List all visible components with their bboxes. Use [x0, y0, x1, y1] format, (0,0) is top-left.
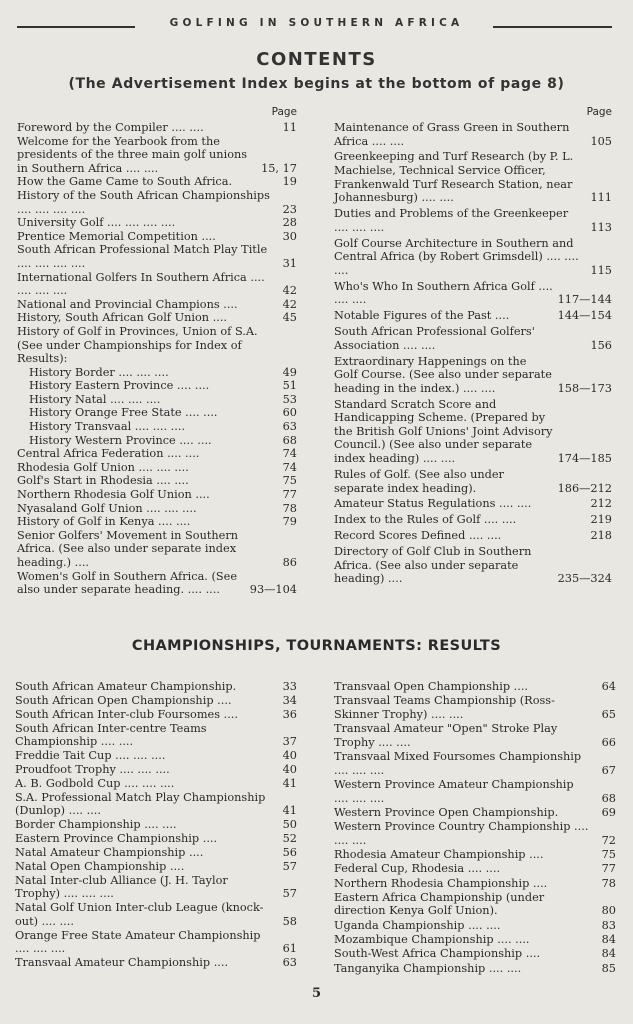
- contents-entry: [17, 447, 297, 461]
- contents-entry: [17, 474, 297, 488]
- entry-page: 30: [282, 229, 297, 243]
- entry-page: 15, 17: [261, 161, 297, 175]
- entry-page: 40: [282, 763, 297, 777]
- contents-entry: [17, 175, 297, 189]
- entry-title: South African Amateur Championship.: [15, 680, 237, 693]
- contents-entry: [334, 121, 612, 148]
- entry-title: Greenkeeping and Turf Research (by P. L. Machielse, Technical Service Officer, Frankenwald Turf Research Station, near Johannesburg) .... ....: [334, 150, 574, 205]
- entry-page: 111: [590, 191, 612, 205]
- contents-entry: [334, 207, 612, 234]
- entry-title: Rhodesia Amateur Championship ....: [334, 847, 544, 861]
- entry-page: 19: [282, 175, 297, 189]
- entry-title: Uganda Championship .... ....: [334, 918, 501, 932]
- contents-entry: [334, 150, 612, 204]
- entry-page: 49: [282, 365, 297, 379]
- contents-entry: [17, 366, 297, 380]
- contents-entry: [17, 502, 297, 516]
- contents-right-list: [334, 121, 612, 586]
- entry-page: 60: [282, 406, 297, 420]
- entry-title: South African Inter-centre Teams Championship .... ....: [15, 721, 207, 749]
- contents-entry: [17, 515, 297, 529]
- contents-entry: [15, 708, 297, 722]
- contents-entry: [15, 832, 297, 846]
- contents-entry: [334, 280, 612, 307]
- entry-page: 212: [590, 497, 612, 511]
- entry-page: 34: [282, 693, 297, 707]
- contents-entry: [17, 570, 297, 597]
- entry-page: 53: [282, 392, 297, 406]
- contents-entry: [17, 379, 297, 393]
- contents-entry: [334, 694, 616, 721]
- entry-page: 85: [601, 961, 616, 975]
- entry-page: 42: [282, 297, 297, 311]
- entry-title: South African Professional Match Play Title .... .... .... ....: [17, 243, 268, 270]
- entry-page: 37: [282, 735, 297, 749]
- contents-entry: [334, 806, 616, 820]
- entry-page: 80: [601, 904, 616, 918]
- entry-title: History Orange Free State .... ....: [29, 406, 218, 420]
- contents-entry: [15, 777, 297, 791]
- entry-page: 61: [282, 942, 297, 956]
- entry-title: Transvaal Mixed Foursomes Championship .... .... ....: [334, 750, 582, 777]
- entry-page: 156: [590, 338, 612, 352]
- entry-title: History Western Province .... ....: [29, 433, 212, 447]
- contents-entry: [17, 271, 297, 298]
- entry-page: 75: [282, 474, 297, 488]
- entry-page: 219: [590, 513, 612, 527]
- contents-entry: [334, 309, 612, 323]
- contents-entry: [334, 529, 612, 543]
- entry-title: Western Province Amateur Championship .... .... ....: [334, 777, 574, 805]
- contents-left-list: [17, 121, 297, 597]
- entry-title: Senior Golfers' Movement in Southern Africa. (See also under separate index heading.) ....: [17, 528, 239, 569]
- entry-title: Central Africa Federation .... ....: [17, 447, 200, 461]
- entry-title: Mozambique Championship .... ....: [334, 932, 530, 946]
- entry-page: 115: [590, 263, 612, 277]
- entry-page: 74: [282, 460, 297, 474]
- entry-title: Extraordinary Happenings on the Golf Course. (See also under separate heading in the index.) .... ....: [334, 354, 552, 395]
- entry-page: 105: [590, 134, 612, 148]
- entry-page: 67: [601, 763, 616, 777]
- entry-page: 113: [590, 220, 612, 234]
- entry-title: Rules of Golf. (See also under separate index heading).: [334, 467, 504, 495]
- page-column-label: Page: [271, 106, 297, 118]
- contents-left-column: [17, 106, 297, 597]
- entry-title: History Transvaal .... .... ....: [29, 420, 186, 434]
- entry-title: South African Inter-club Foursomes ....: [15, 707, 238, 721]
- entry-page: 50: [282, 818, 297, 832]
- entry-page: 79: [282, 515, 297, 529]
- entry-page: 158—173: [557, 381, 612, 395]
- entry-title: Transvaal Amateur Championship ....: [15, 956, 229, 970]
- entry-title: History of Golf in Kenya .... ....: [17, 515, 191, 529]
- entry-title: S.A. Professional Match Play Championship (Dunlop) .... ....: [15, 790, 266, 818]
- contents-entry: [17, 420, 297, 434]
- entry-title: Amateur Status Regulations .... ....: [334, 497, 532, 511]
- contents-entry: [15, 791, 297, 818]
- entry-page: 31: [282, 256, 297, 270]
- contents-entry: [334, 778, 616, 805]
- entry-page: 23: [282, 202, 297, 216]
- entry-page: 42: [282, 284, 297, 298]
- entry-title: Rhodesia Golf Union .... .... ....: [17, 460, 189, 474]
- entry-page: 72: [601, 833, 616, 847]
- page-title: CONTENTS: [256, 49, 377, 70]
- entry-title: Foreword by the Compiler .... ....: [17, 121, 204, 134]
- entry-page: 218: [590, 529, 612, 543]
- entry-title: History Eastern Province .... ....: [29, 379, 210, 393]
- entry-title: Transvaal Teams Championship (Ross-Skinner Trophy) .... ....: [334, 694, 555, 721]
- contents-entry: [334, 919, 616, 933]
- entry-page: 83: [601, 918, 616, 932]
- entry-page: 68: [282, 433, 297, 447]
- contents-entry: [15, 722, 297, 749]
- entry-title: Natal Golf Union Inter-club League (knock-out) .... ....: [15, 901, 264, 928]
- entry-page: 51: [282, 379, 297, 393]
- contents-entry: [17, 243, 297, 270]
- entry-title: University Golf .... .... .... ....: [17, 216, 176, 230]
- contents-entry: [15, 694, 297, 708]
- page-subtitle: (The Advertisement Index begins at the bottom of page 8): [68, 76, 565, 92]
- contents-entry: [334, 468, 612, 495]
- contents-entry: [15, 860, 297, 874]
- entry-title: History Natal .... .... ....: [29, 392, 161, 406]
- contents-entry: [334, 962, 616, 976]
- contents-entry: [334, 398, 612, 466]
- entry-title: Border Championship .... ....: [15, 818, 177, 832]
- contents-entry: [334, 497, 612, 511]
- contents-entry: [334, 680, 616, 694]
- entry-page: 11: [282, 121, 297, 134]
- entry-title: Women's Golf in Southern Africa. (See also under separate heading. .... ....: [17, 569, 238, 597]
- entry-title: Eastern Africa Championship (under direction Kenya Golf Union).: [334, 890, 545, 918]
- contents-entry: [17, 121, 297, 135]
- results-right-column: [334, 680, 616, 976]
- entry-title: Western Province Country Championship .... .... ....: [334, 820, 589, 847]
- contents-entry: [334, 933, 616, 947]
- entry-title: International Golfers In Southern Africa .... .... .... ....: [17, 270, 265, 298]
- contents-entry: [15, 846, 297, 860]
- contents-entry: [17, 216, 297, 230]
- contents-entry: [15, 763, 297, 777]
- contents-entry: [334, 325, 612, 352]
- entry-title: Orange Free State Amateur Championship .... .... ....: [15, 928, 261, 956]
- contents-entry: [15, 929, 297, 956]
- contents-entry: [15, 901, 297, 928]
- entry-page: 77: [282, 488, 297, 502]
- entry-page: 78: [282, 501, 297, 515]
- entry-title: Nyasaland Golf Union .... .... ....: [17, 501, 197, 515]
- entry-page: 69: [601, 805, 616, 819]
- contents-entry: [334, 722, 616, 749]
- contents-entry: [15, 680, 297, 694]
- entry-page: 117—144: [557, 293, 612, 307]
- entry-page: 40: [282, 749, 297, 763]
- entry-page: 28: [282, 216, 297, 230]
- entry-page: 235—324: [557, 572, 612, 586]
- entry-title: South-West Africa Championship ....: [334, 947, 541, 961]
- entry-page: 63: [282, 956, 297, 970]
- contents-entry: [17, 488, 297, 502]
- entry-page: 65: [601, 707, 616, 721]
- results-left-column: [15, 680, 297, 970]
- page-column-label: Page: [586, 106, 612, 118]
- entry-page: 41: [282, 776, 297, 790]
- entry-page: 63: [282, 420, 297, 434]
- entry-page: 56: [282, 846, 297, 860]
- entry-title: Duties and Problems of the Greenkeeper .... .... ....: [334, 207, 569, 234]
- contents-entry: [17, 230, 297, 244]
- entry-title: Standard Scratch Score and Handicapping Scheme. (Prepared by the British Golf Unions' Joint Advisory Council.) (See also under separate index heading) .... ....: [334, 397, 553, 466]
- contents-entry: [334, 947, 616, 961]
- entry-title: History, South African Golf Union ....: [17, 311, 228, 325]
- contents-entry: [17, 393, 297, 407]
- entry-title: South African Professional Golfers' Association .... ....: [334, 325, 535, 352]
- entry-title: Natal Inter-club Alliance (J. H. Taylor Trophy) .... .... ....: [15, 873, 228, 901]
- entry-title: Federal Cup, Rhodesia .... ....: [334, 862, 501, 876]
- contents-entry: [334, 513, 612, 527]
- entry-page: 74: [282, 447, 297, 461]
- entry-title: Transvaal Open Championship ....: [334, 680, 529, 693]
- entry-title: A. B. Godbold Cup .... .... ....: [15, 776, 175, 790]
- entry-page: 174—185: [557, 452, 612, 466]
- contents-entry: [17, 311, 297, 325]
- contents-entry: [15, 818, 297, 832]
- contents-entry: [334, 355, 612, 396]
- entry-title: South African Open Championship ....: [15, 693, 232, 707]
- entry-title: Golf Course Architecture in Southern and Central Africa (by Robert Grimsdell) .... .... ....: [334, 236, 579, 277]
- results-left-list: [15, 680, 297, 970]
- contents-entry: [17, 325, 297, 366]
- entry-title: Transvaal Amateur "Open" Stroke Play Trophy .... ....: [334, 722, 558, 749]
- contents-entry: [334, 891, 616, 918]
- contents-entry: [17, 529, 297, 570]
- entry-page: 144—154: [557, 309, 612, 323]
- header-rule-right: [493, 26, 612, 28]
- entry-title: Northern Rhodesia Championship ....: [334, 876, 548, 890]
- contents-entry: [334, 862, 616, 876]
- contents-entry: [334, 237, 612, 278]
- contents-entry: [17, 135, 297, 176]
- entry-page: 75: [601, 847, 616, 861]
- contents-entry: [17, 189, 297, 216]
- contents-entry: [334, 848, 616, 862]
- entry-page: 186—212: [557, 481, 612, 495]
- entry-page: 41: [282, 804, 297, 818]
- page-number: 5: [311, 986, 322, 1001]
- entry-page: 93—104: [249, 583, 297, 597]
- contents-entry: [15, 874, 297, 901]
- entry-page: 66: [601, 735, 616, 749]
- contents-right-column: [334, 106, 612, 588]
- entry-page: 68: [601, 791, 616, 805]
- contents-entry: [17, 434, 297, 448]
- entry-title: Prentice Memorial Competition ....: [17, 229, 216, 243]
- entry-title: Natal Amateur Championship ....: [15, 846, 204, 860]
- section-heading: CHAMPIONSHIPS, TOURNAMENTS: RESULTS: [131, 638, 502, 654]
- entry-page: 33: [282, 680, 297, 693]
- entry-title: Record Scores Defined .... ....: [334, 529, 502, 543]
- entry-title: How the Game Came to South Africa.: [17, 175, 233, 189]
- entry-title: Proudfoot Trophy .... .... ....: [15, 763, 170, 777]
- entry-page: 77: [601, 862, 616, 876]
- entry-title: Directory of Golf Club in Southern Africa. (See also under separate heading) ....: [334, 545, 532, 586]
- entry-title: Western Province Open Championship.: [334, 805, 559, 819]
- entry-title: Golf's Start in Rhodesia .... ....: [17, 474, 189, 488]
- contents-entry: [17, 298, 297, 312]
- contents-entry: [334, 877, 616, 891]
- entry-title: National and Provincial Champions ....: [17, 297, 238, 311]
- contents-entry: [334, 820, 616, 847]
- entry-page: 45: [282, 311, 297, 325]
- entry-page: 84: [601, 932, 616, 946]
- contents-entry: [334, 750, 616, 777]
- entry-title: Who's Who In Southern Africa Golf .... .... ....: [334, 279, 553, 307]
- entry-title: Maintenance of Grass Green in Southern Africa .... ....: [334, 121, 570, 148]
- entry-page: 78: [601, 876, 616, 890]
- entry-page: 57: [282, 859, 297, 873]
- entry-page: 36: [282, 707, 297, 721]
- running-header: GOLFING IN SOUTHERN AFRICA: [169, 17, 464, 29]
- contents-entry: [334, 545, 612, 586]
- entry-page: 58: [282, 914, 297, 928]
- entry-page: 57: [282, 887, 297, 901]
- contents-entry: [15, 956, 297, 970]
- entry-title: Northern Rhodesia Golf Union ....: [17, 488, 210, 502]
- entry-page: 64: [601, 680, 616, 693]
- contents-entry: [17, 461, 297, 475]
- entry-title: History of the South African Championships .... .... .... ....: [17, 188, 270, 216]
- contents-entry: [15, 749, 297, 763]
- contents-entry: [17, 406, 297, 420]
- entry-page: 86: [282, 556, 297, 569]
- entry-title: Notable Figures of the Past ....: [334, 309, 510, 323]
- entry-title: History Border .... .... ....: [29, 365, 169, 379]
- entry-title: Freddie Tait Cup .... .... ....: [15, 749, 166, 763]
- entry-title: Natal Open Championship ....: [15, 859, 185, 873]
- entry-title: Eastern Province Championship ....: [15, 832, 218, 846]
- entry-page: 84: [601, 947, 616, 961]
- entry-title: Welcome for the Yearbook from the presidents of the three main golf unions in Southern Africa .... ....: [17, 134, 248, 175]
- entry-page: 52: [282, 832, 297, 846]
- results-right-list: [334, 680, 616, 975]
- entry-title: History of Golf in Provinces, Union of S.A. (See under Championships for Index of Results):: [17, 324, 258, 366]
- entry-title: Tanganyika Championship .... ....: [334, 961, 522, 975]
- entry-title: Index to the Rules of Golf .... ....: [334, 513, 517, 527]
